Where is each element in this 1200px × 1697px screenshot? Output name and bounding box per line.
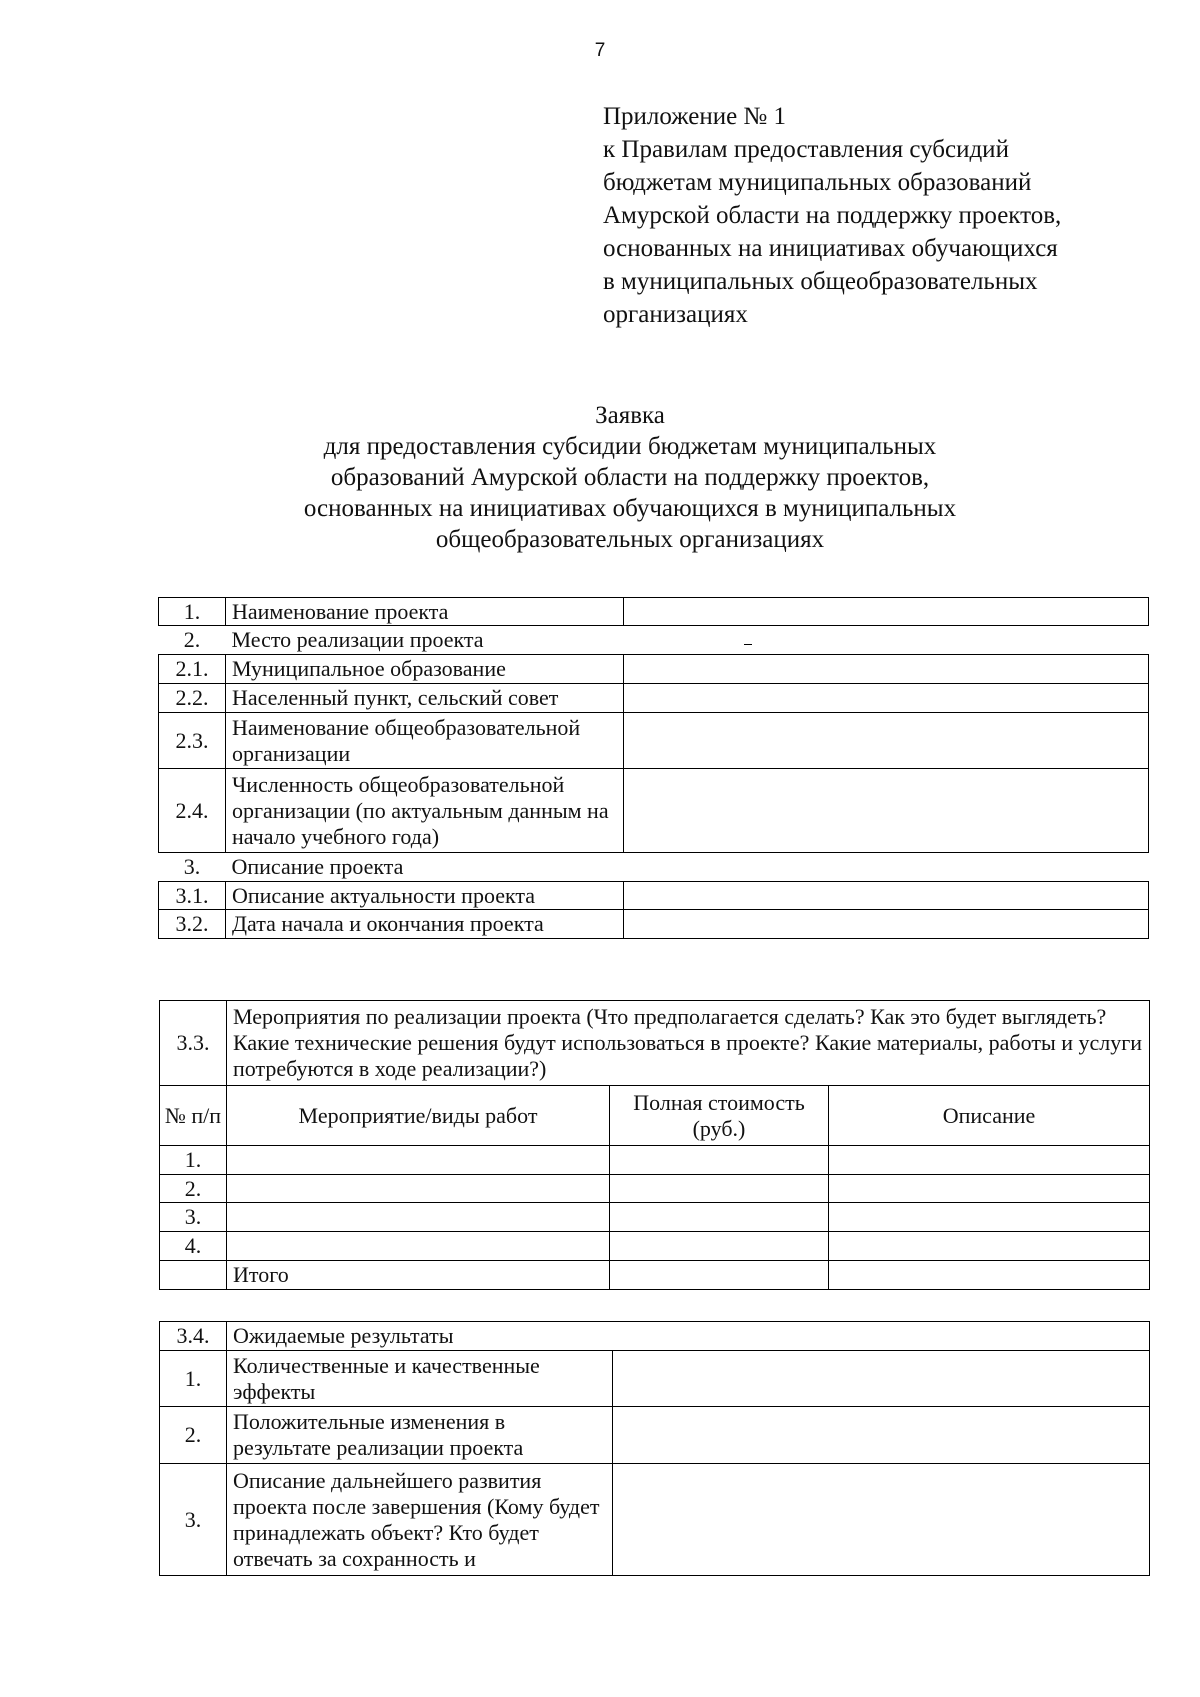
row-number: 1.: [160, 1351, 227, 1407]
row-label: Наименование проекта: [226, 598, 624, 626]
value-cell[interactable]: [613, 1464, 1150, 1576]
table-row: [159, 626, 1149, 655]
description-cell[interactable]: [829, 1203, 1150, 1232]
stray-mark: [744, 644, 752, 645]
row-number: 3.: [160, 1203, 227, 1232]
column-header-row: [160, 1086, 1150, 1146]
row-label: Описание дальнейшего развития проекта после завершения (Кому будет принадлежать объект? Кто будет отвечать за сохранность и: [227, 1464, 613, 1576]
activity-cell[interactable]: [227, 1146, 610, 1175]
appendix-header: [603, 100, 1163, 331]
title-line: образований Амурской области на поддержку проектов,: [330, 464, 930, 491]
document-title: [230, 400, 1030, 555]
total-label: Итого: [227, 1261, 610, 1290]
table-row: [160, 1351, 1150, 1407]
section-number: 3.4.: [160, 1322, 227, 1351]
total-number-cell: [160, 1261, 227, 1290]
description-cell[interactable]: [829, 1146, 1150, 1175]
page-number: 7: [594, 40, 606, 61]
table-row: [160, 1407, 1150, 1464]
row-number: 3.: [159, 853, 226, 882]
table-row: [160, 1232, 1150, 1261]
appendix-line: Амурской области на поддержку проектов,: [603, 202, 1062, 229]
row-label: Количественные и качественные эффекты: [227, 1351, 613, 1407]
total-cost-cell[interactable]: [610, 1261, 829, 1290]
value-cell[interactable]: [624, 769, 1149, 853]
column-header-cost: Полная стоимость (руб.): [610, 1086, 829, 1146]
value-cell[interactable]: [624, 713, 1149, 769]
row-label: Муниципальное образование: [226, 655, 624, 684]
value-cell: [624, 626, 1149, 655]
title-line: основанных на инициативах обучающихся в муниципальных: [303, 495, 957, 522]
row-number: 3.: [160, 1464, 227, 1576]
description-cell[interactable]: [829, 1232, 1150, 1261]
row-number: 4.: [160, 1232, 227, 1261]
section-text: Мероприятия по реализации проекта (Что предполагается сделать? Как это будет выглядеть? Какие технические решения будут использоваться в проекте? Какие материалы, работы и услуги потребуются в ходе реализации?): [227, 1001, 1150, 1086]
row-number: 2.: [160, 1407, 227, 1464]
row-label: Описание актуальности проекта: [226, 882, 624, 910]
table-row: [160, 1146, 1150, 1175]
column-header-description: Описание: [829, 1086, 1150, 1146]
row-label: Положительные изменения в результате реализации проекта: [227, 1407, 613, 1464]
column-header-activity: Мероприятие/виды работ: [227, 1086, 610, 1146]
row-label: Численность общеобразовательной организации (по актуальным данным на начало учебного года): [226, 769, 624, 853]
value-cell: [624, 853, 1149, 882]
appendix-line: в муниципальных общеобразовательных: [603, 268, 1038, 295]
title-line: для предоставления субсидии бюджетам муниципальных: [323, 433, 937, 460]
row-label: Место реализации проекта: [226, 626, 624, 655]
section-text: Ожидаемые результаты: [227, 1322, 1150, 1351]
activity-cell[interactable]: [227, 1175, 610, 1203]
project-info-table: [158, 597, 1149, 939]
description-cell[interactable]: [829, 1175, 1150, 1203]
title-heading: Заявка: [595, 402, 665, 429]
table-row: [160, 1175, 1150, 1203]
row-label: Наименование общеобразовательной организации: [226, 713, 624, 769]
table-row: [160, 1203, 1150, 1232]
cost-cell[interactable]: [610, 1175, 829, 1203]
value-cell[interactable]: [613, 1407, 1150, 1464]
row-number: 2.2.: [159, 684, 226, 713]
value-cell[interactable]: [624, 684, 1149, 713]
appendix-line: организациях: [603, 301, 748, 328]
row-number: 3.2.: [159, 910, 226, 939]
activities-table: [159, 1000, 1150, 1290]
value-cell[interactable]: [624, 910, 1149, 939]
section-header-row: [160, 1001, 1150, 1086]
section-header-row: [160, 1322, 1150, 1351]
cost-cell[interactable]: [610, 1146, 829, 1175]
appendix-line: основанных на инициативах обучающихся: [603, 235, 1058, 262]
table-row: [159, 655, 1149, 684]
row-number: 2.4.: [159, 769, 226, 853]
table-row: [160, 1464, 1150, 1576]
row-number: 2.1.: [159, 655, 226, 684]
row-label: Описание проекта: [226, 853, 624, 882]
table-row: [159, 853, 1149, 882]
table-row: [159, 598, 1149, 626]
table-row: [159, 882, 1149, 910]
results-table: [159, 1321, 1150, 1576]
row-number: 1.: [160, 1146, 227, 1175]
row-number: 1.: [159, 598, 226, 626]
value-cell[interactable]: [624, 882, 1149, 910]
row-number: 3.1.: [159, 882, 226, 910]
appendix-line: к Правилам предоставления субсидий: [603, 136, 1009, 163]
value-cell[interactable]: [624, 598, 1149, 626]
table-row: [159, 713, 1149, 769]
total-description-cell[interactable]: [829, 1261, 1150, 1290]
cost-cell[interactable]: [610, 1203, 829, 1232]
row-number: 2.3.: [159, 713, 226, 769]
appendix-line: Приложение № 1: [603, 103, 787, 130]
row-label: Населенный пункт, сельский совет: [226, 684, 624, 713]
appendix-line: бюджетам муниципальных образований: [603, 169, 1032, 196]
section-number: 3.3.: [160, 1001, 227, 1086]
total-row: [160, 1261, 1150, 1290]
table-row: [159, 769, 1149, 853]
table-row: [159, 910, 1149, 939]
column-header-num: № п/п: [160, 1086, 227, 1146]
activity-cell[interactable]: [227, 1203, 610, 1232]
title-line: общеобразовательных организациях: [435, 526, 825, 553]
cost-cell[interactable]: [610, 1232, 829, 1261]
value-cell[interactable]: [624, 655, 1149, 684]
activity-cell[interactable]: [227, 1232, 610, 1261]
row-number: 2.: [160, 1175, 227, 1203]
row-label: Дата начала и окончания проекта: [226, 910, 624, 939]
value-cell[interactable]: [613, 1351, 1150, 1407]
row-number: 2.: [159, 626, 226, 655]
table-row: [159, 684, 1149, 713]
